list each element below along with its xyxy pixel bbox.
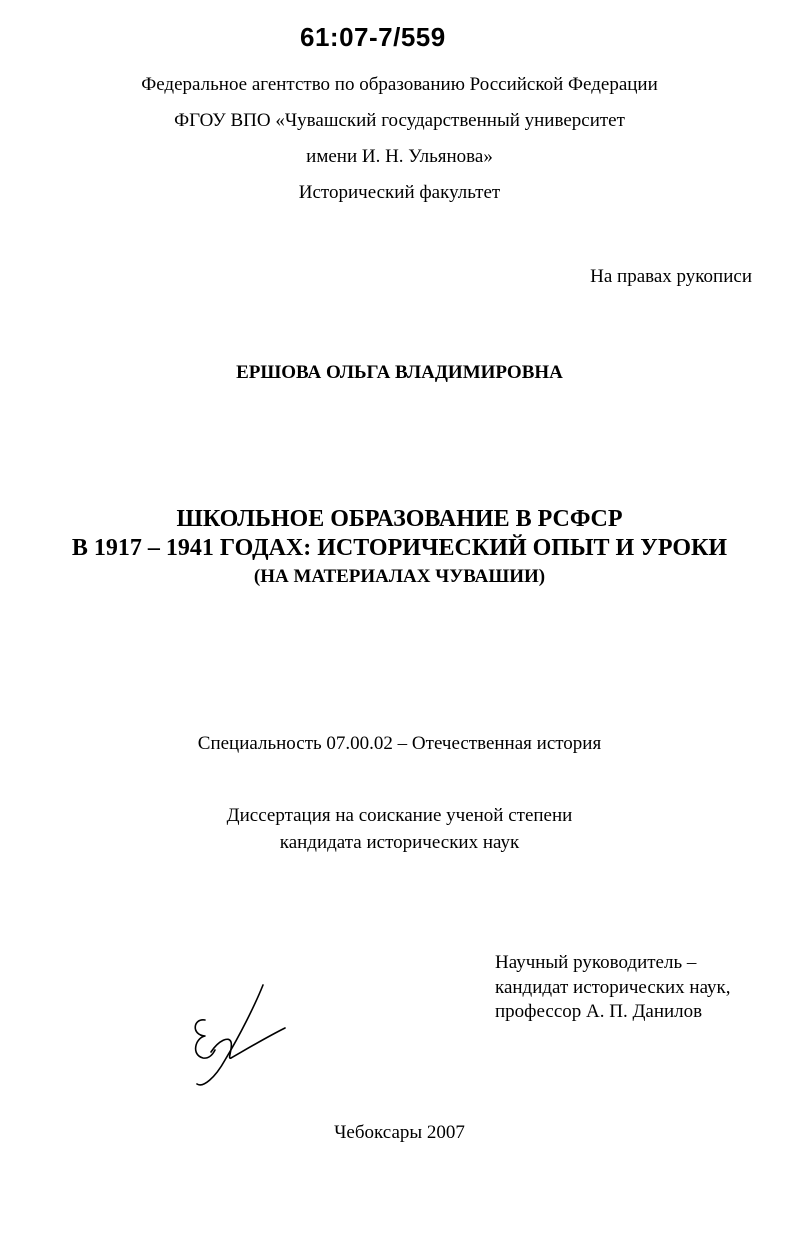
thesis-title-line1: ШКОЛЬНОЕ ОБРАЗОВАНИЕ В РСФСР	[176, 506, 623, 532]
university-name-line1: ФГОУ ВПО «Чувашский государственный университет	[174, 110, 625, 131]
supervisor-line1: Научный руководитель –	[495, 952, 697, 973]
supervisor-line2: кандидат исторических наук,	[495, 977, 731, 998]
supervisor-line3: профессор А. П. Данилов	[495, 1001, 703, 1022]
agency-name: Федеральное агентство по образованию Российской Федерации	[141, 74, 658, 95]
thesis-title-line3: (НА МАТЕРИАЛАХ ЧУВАШИИ)	[253, 566, 546, 587]
catalog-stamp: 61:07-7/559	[300, 22, 446, 52]
rights-note: На правах рукописи	[590, 266, 752, 287]
faculty-name: Исторический факультет	[298, 182, 501, 203]
university-name-line2: имени И. Н. Ульянова»	[306, 146, 493, 167]
place-and-year: Чебоксары 2007	[334, 1122, 465, 1143]
author-name: ЕРШОВА ОЛЬГА ВЛАДИМИРОВНА	[236, 362, 563, 383]
thesis-title-line2: В 1917 – 1941 ГОДАХ: ИСТОРИЧЕСКИЙ ОПЫТ И УРОКИ	[71, 535, 728, 561]
specialty: Специальность 07.00.02 – Отечественная история	[197, 733, 602, 754]
dissertation-line1: Диссертация на соискание ученой степени	[226, 805, 573, 826]
dissertation-line2: кандидата исторических наук	[279, 832, 520, 853]
handwritten-signature	[185, 980, 295, 1090]
